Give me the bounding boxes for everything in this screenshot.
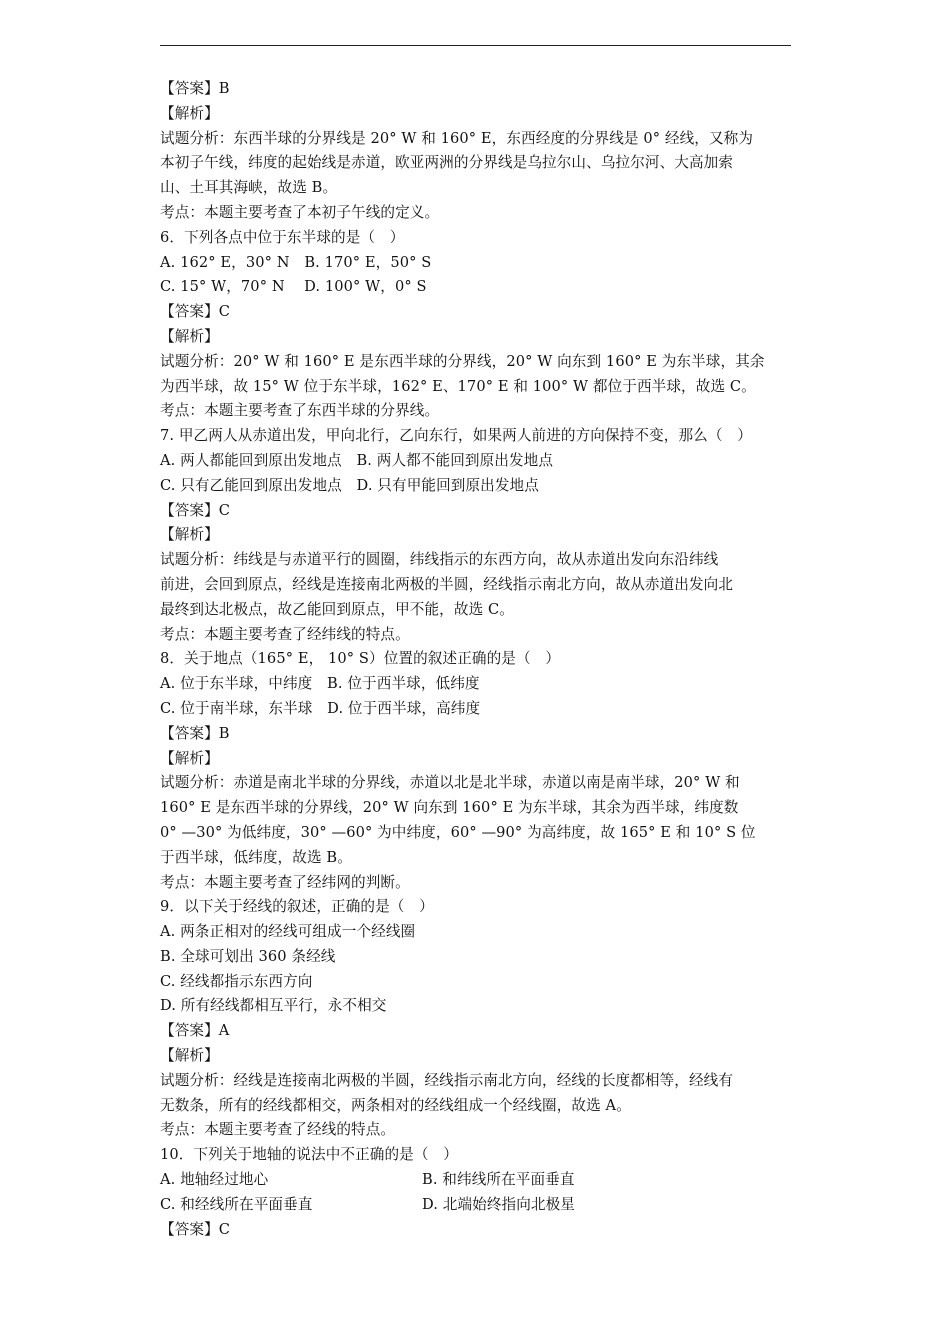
text-line: 9．以下关于经线的叙述，正确的是（ ） — [160, 898, 434, 916]
text-line: 6．下列各点中位于东半球的是（ ） — [160, 228, 405, 246]
text-line: A. 位于东半球，中纬度 B. 位于西半球，低纬度 — [160, 675, 480, 693]
text-line: 考点：本题主要考查了本初子午线的定义。 — [160, 203, 440, 221]
text-line: 于西半球，低纬度，故选 B。 — [160, 848, 352, 866]
q10-options-row-2 — [160, 1193, 800, 1218]
text-line: 试题分析：东西半球的分界线是 20° W 和 160° E，东西经度的分界线是 0° 经线，又称为 — [160, 129, 754, 147]
text-line: 【解析】 — [160, 327, 219, 345]
text-line: 考点：本题主要考查了经纬线的特点。 — [160, 625, 410, 643]
text-line: C. 15° W，70° N D. 100° W，0° S — [160, 278, 427, 296]
q10-option-d: D. 北端始终指向北极星 — [422, 1195, 576, 1213]
text-line: 为西半球，故 15° W 位于东半球，162° E、170° E 和 100° W 都位于西半球，故选 C。 — [160, 377, 756, 395]
text-line: 试题分析：20° W 和 160° E 是东西半球的分界线，20° W 向东到 160° E 为东半球，其余 — [160, 352, 765, 370]
q10-option-b: B. 和纬线所在平面垂直 — [422, 1171, 575, 1189]
text-lines — [160, 77, 800, 1168]
text-line: 本初子午线，纬度的起始线是赤道，欧亚两洲的分界线是乌拉尔山、乌拉尔河、大高加索 — [160, 154, 734, 172]
text-line: 10．下列关于地轴的说法中不正确的是（ ） — [160, 1146, 458, 1164]
text-line: B. 全球可划出 360 条经线 — [160, 947, 336, 965]
text-line: 【答案】B — [160, 724, 230, 742]
q10-option-a: A. 地轴经过地心 — [160, 1171, 269, 1189]
text-line: 7. 甲乙两人从赤道出发，甲向北行，乙向东行，如果两人前进的方向保持不变，那么（ ） — [160, 427, 752, 445]
document-body — [160, 77, 800, 1242]
q10-options-row-1 — [160, 1168, 800, 1193]
text-line: 前进，会回到原点，经线是连接南北两极的半圆，经线指示南北方向，故从赤道出发向北 — [160, 575, 734, 593]
header-rule — [160, 45, 791, 46]
text-line: C. 位于南半球，东半球 D. 位于西半球，高纬度 — [160, 699, 481, 717]
text-line: A. 两人都能回到原出发地点 B. 两人都不能回到原出发地点 — [160, 451, 554, 469]
text-line: A. 两条正相对的经线可组成一个经线圈 — [160, 923, 416, 941]
text-line: 考点：本题主要考查了东西半球的分界线。 — [160, 402, 440, 420]
text-line: 【解析】 — [160, 526, 219, 544]
text-line: 8．关于地点（165° E， 10° S）位置的叙述正确的是（ ） — [160, 650, 561, 668]
text-line: 山、土耳其海峡，故选 B。 — [160, 179, 338, 197]
text-line: 160° E 是东西半球的分界线，20° W 向东到 160° E 为东半球，其余为西半球，纬度数 — [160, 799, 739, 817]
text-line: 【解析】 — [160, 749, 219, 767]
q10-option-c: C. 和经线所在平面垂直 — [160, 1195, 313, 1213]
text-line: A. 162° E，30° N B. 170° E，50° S — [160, 253, 432, 271]
text-line: 【解析】 — [160, 1047, 219, 1065]
q10-answer: 【答案】C — [160, 1220, 231, 1238]
text-line: 试题分析：纬线是与赤道平行的圆圈，纬线指示的东西方向，故从赤道出发向东沿纬线 — [160, 551, 719, 569]
text-line: 无数条，所有的经线都相交，两条相对的经线组成一个经线圈，故选 A。 — [160, 1096, 631, 1114]
text-line: 考点：本题主要考查了经线的特点。 — [160, 1121, 396, 1139]
text-line: 【答案】C — [160, 303, 231, 321]
text-line: 最终到达北极点，故乙能回到原点，甲不能，故选 C。 — [160, 600, 514, 618]
text-line: D. 所有经线都相互平行，永不相交 — [160, 997, 387, 1015]
text-line: 【答案】A — [160, 1022, 230, 1040]
text-line: 【答案】B — [160, 80, 230, 97]
text-line: C. 只有乙能回到原出发地点 D. 只有甲能回到原出发地点 — [160, 476, 539, 494]
text-line: 考点：本题主要考查了经纬网的判断。 — [160, 873, 410, 891]
text-line: C. 经线都指示东西方向 — [160, 972, 313, 990]
text-line: 【答案】C — [160, 501, 231, 519]
text-line: 试题分析：经线是连接南北两极的半圆，经线指示南北方向，经线的长度都相等，经线有 — [160, 1071, 734, 1089]
text-line: 0° —30° 为低纬度，30° —60° 为中纬度，60° —90° 为高纬度，故 165° E 和 10° S 位 — [160, 823, 756, 841]
text-line: 试题分析：赤道是南北半球的分界线，赤道以北是北半球，赤道以南是南半球，20° W 和 — [160, 774, 740, 792]
text-line: 【解析】 — [160, 104, 219, 122]
